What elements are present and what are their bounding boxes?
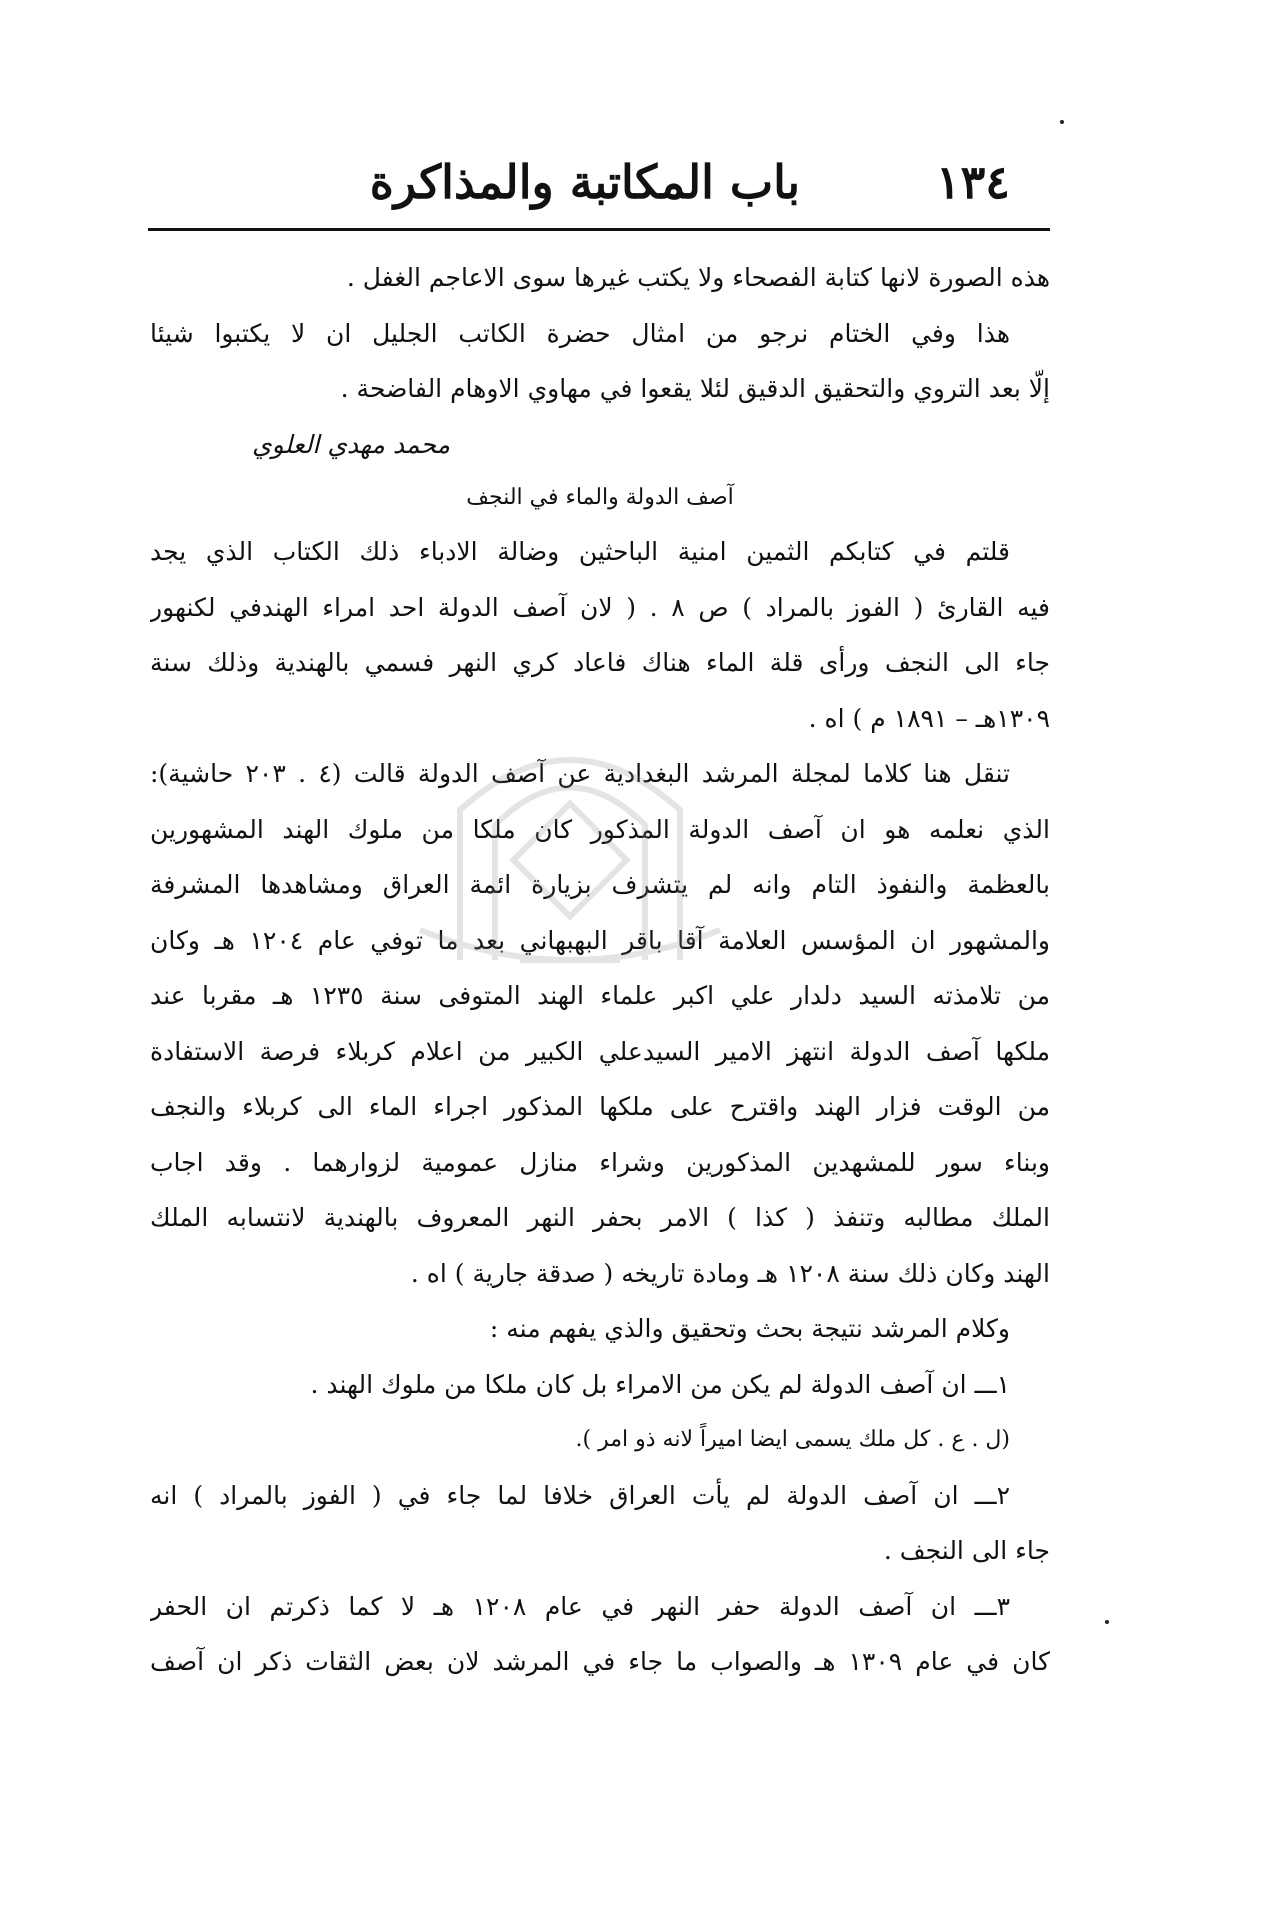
text-line: تنقل هنا كلاما لمجلة المرشد البغدادية عن آصف الدولة قالت (٤ . ٢٠٣ حاشية): — [150, 759, 1010, 788]
text-line: الهند وكان ذلك سنة ١٢٠٨ هـ ومادة تاريخه ( صدقة جارية ) اه . — [410, 1258, 1050, 1288]
scan-speck — [1060, 120, 1064, 124]
running-title: باب المكاتبة والمذاكرة — [369, 155, 800, 209]
text-line: بالعظمة والنفوذ التام وانه لم يتشرف بزيارة ائمة العراق ومشاهدها المشرفة — [150, 870, 1050, 899]
text-line: إلّا بعد التروي والتحقيق الدقيق لئلا يقعوا في مهاوي الاوهام الفاضحة . — [340, 374, 1050, 403]
text-line: الذي نعلمه هو ان آصف الدولة المذكور كان ملكا من ملوك الهند المشهورين — [150, 814, 1050, 844]
page-number: ١٣٤ — [935, 155, 1010, 209]
text-line: وكلام المرشد نتيجة بحث وتحقيق والذي يفهم منه : — [489, 1314, 1010, 1343]
text-line: جاء الى النجف . — [883, 1536, 1050, 1565]
list-item: ١ـــ ان آصف الدولة لم يكن من الامراء بل كان ملكا من ملوك الهند . — [310, 1369, 1010, 1399]
author-signature: محمد مهدي العلوي — [252, 429, 450, 459]
text-line: قلتم في كتابكم الثمين امنية الباحثين وضالة الادباء ذلك الكتاب الذي يجد — [150, 537, 1010, 566]
text-line: من الوقت فزار الهند واقترح على ملكها المذكور اجراء الماء الى كربلاء والنجف — [150, 1092, 1050, 1121]
header-rule — [148, 228, 1050, 231]
note-line: (ل . ع . كل ملك يسمى ايضا اميراً لانه ذو امر ). — [575, 1427, 1010, 1452]
text-line: هذه الصورة لانها كتابة الفصحاء ولا يكتب غيرها سوى الاعاجم الغفل . — [346, 263, 1050, 292]
scan-speck — [1105, 1620, 1109, 1624]
library-seal-icon — [400, 700, 740, 980]
text-line: من تلامذته السيد دلدار علي اكبر علماء الهند المتوفى سنة ١٢٣٥ هـ مقربا عند — [150, 981, 1050, 1010]
page-header — [150, 140, 1050, 230]
text-line: وبناء سور للمشهدين المذكورين وشراء منازل عمومية لزوارهما . وقد اجاب — [150, 1147, 1050, 1177]
text-line: ملكها آصف الدولة انتهز الامير السيدعلي الكبير من اعلام كربلاء فرصة الاستفادة — [150, 1036, 1050, 1066]
section-heading: آصف الدولة والماء في النجف — [466, 485, 734, 510]
text-line: جاء الى النجف ورأى قلة الماء هناك فاعاد كري النهر فسمي بالهندية وذلك سنة — [150, 648, 1050, 677]
text-line: والمشهور ان المؤسس العلامة آقا باقر البهبهاني بعد ما توفي عام ١٢٠٤ هـ وكان — [150, 925, 1050, 955]
list-item: ٣ـــ ان آصف الدولة حفر النهر في عام ١٢٠٨ هـ لا كما ذكرتم ان الحفر — [150, 1591, 1010, 1621]
list-item: ٢ـــ ان آصف الدولة لم يأت العراق خلافا لما جاء في ( الفوز بالمراد ) انه — [150, 1480, 1010, 1510]
text-line: فيه القارئ ( الفوز بالمراد ) ص ٨ . ( لان آصف الدولة احد امراء الهندفي لكنهور — [150, 592, 1050, 622]
text-line: ١٣٠٩هـ – ١٨٩١ م ) اه . — [808, 703, 1050, 733]
text-line: الملك مطالبه وتنفذ ( كذا ) الامر بحفر النهر المعروف بالهندية لانتسابه الملك — [150, 1203, 1050, 1232]
text-line: كان في عام ١٣٠٩ هـ والصواب ما جاء في المرشد لان بعض الثقات ذكر ان آصف — [150, 1647, 1050, 1676]
text-line: هذا وفي الختام نرجو من امثال حضرة الكاتب الجليل ان لا يكتبوا شيئا — [150, 318, 1010, 348]
